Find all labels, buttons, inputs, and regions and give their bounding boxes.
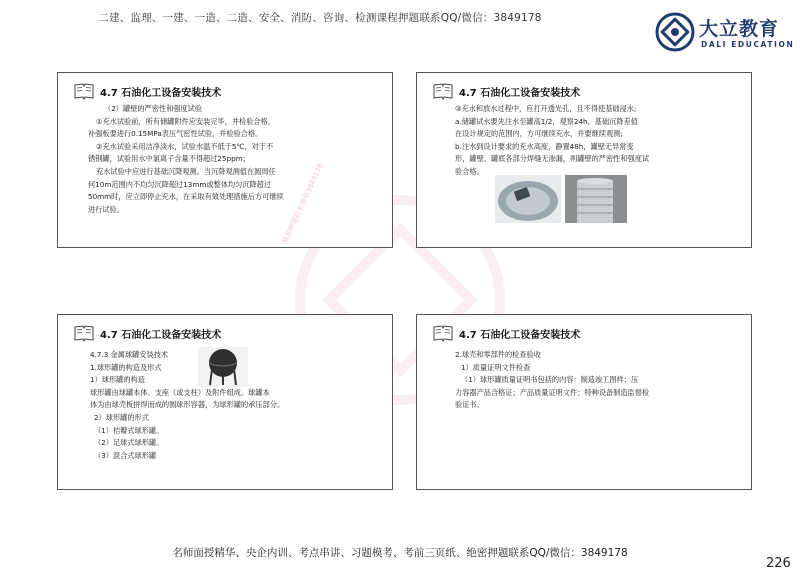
text-line: 50mm时，应立即停止充水，在采取有效处理措施后方可继续 [88,192,284,202]
slide-tank-strength-test [57,72,393,248]
text-line: 1）球形罐的构造 [90,375,145,385]
spherical-tank-photo [198,347,248,387]
footer-banner: 名师面授精华、央企内训、考点串讲、习题模考、考前三页纸、绝密押题联系QQ/微信：3849178 [172,547,628,559]
text-line: （1）球形罐质量证明书包括的内容：制造竣工图样；压 [461,375,639,385]
text-line: 进行试验。 [88,204,124,214]
text-line: 1）质量证明文件检查 [461,362,531,372]
company-logo [655,8,795,58]
text-line: 体为由球壳板拼焊而成的圆球形容器，为球形罐的承压部分。 [90,400,285,410]
contact-watermark: 精准押题联系微信3849178 [280,162,326,245]
text-line: 何10m范围内不均匀沉降超过13mm或整体均匀沉降超过 [88,179,272,189]
slide-spherical-tank [57,314,393,490]
slide-body [88,103,284,216]
text-line: （1）桔瓣式球形罐。 [94,425,164,435]
text-line: ③充水和放水过程中，应打开透光孔，且不得使基础浸水; [455,104,637,113]
text-line: ②充水试验采用洁净淡水，试验水温不低于5℃，对于不 [96,141,274,151]
text-line: 补强板要进行0.15MPa表压气密性试验，并检验合格。 [88,129,263,139]
book-icon [74,82,94,100]
text-line: 2）球形罐的形式 [94,412,149,422]
page-number: 226 [766,556,791,571]
tank-photos [495,175,627,223]
text-line: 形，罐壁、罐底各部分焊缝无渗漏，则罐壁的严密性和强度试 [455,154,650,164]
text-line: 验证书。 [455,400,484,410]
text-line: （2）罐壁的严密性和强度试验 [104,104,203,113]
text-line: 验合格。 [455,166,484,176]
book-icon [433,82,453,100]
slide-title: 4.7 石油化工设备安装技术 [459,87,581,99]
text-line: ①充水试验前，所有储罐附件应安装完毕，并检验合格， [96,116,275,126]
book-icon [74,324,94,342]
text-line: 1.球形罐的构造及形式 [90,362,162,372]
logo-name-en: DALI EDUCATION [701,40,795,49]
text-line: 锈钢罐，试验用水中氯离子含量不得超过25ppm； [88,154,250,164]
book-icon [433,324,453,342]
slide-water-filling [416,72,752,248]
logo-name-cn: 大立教育 [699,18,780,40]
text-line: 在设计规定的范围内，方可继续充水，并要继续观测; [455,129,623,139]
slide-body [90,349,284,462]
text-line: a.储罐试水要先注水至罐高1/2，观察24h，基础沉降差值 [455,116,638,126]
slide-title: 4.7 石油化工设备安装技术 [459,329,581,341]
slide-body [455,349,649,412]
dali-logo-icon [655,12,695,52]
text-line: 2.球壳和零部件的检查验收 [455,350,541,359]
text-line: （2）足球式球形罐。 [94,438,164,448]
text-line: 4.7.3 金属球罐安装技术 [90,350,169,359]
slide-body [455,103,649,179]
text-line: 充水试验中应进行基础沉降观测。当沉降观测值在圆周任 [96,166,276,176]
slide-title: 4.7 石油化工设备安装技术 [100,87,222,99]
slide-shell-inspection [416,314,752,490]
text-line: （3）混合式球形罐 [94,450,157,460]
header-banner: 二建、监理、一建、一造、二造、安全、消防、咨询、检测课程押题联系QQ/微信：3849178 [98,12,542,24]
text-line: b.注水到设计要求的充水高度，静置48h，罐壁无异常变 [455,141,634,151]
slide-title: 4.7 石油化工设备安装技术 [100,329,222,341]
text-line: 球形罐由球罐本体、支座（或支柱）及附件组成。球罐本 [90,387,270,397]
text-line: 力容器产品合格证；产品质量证明文件；特种设备制造监督检 [455,387,650,397]
